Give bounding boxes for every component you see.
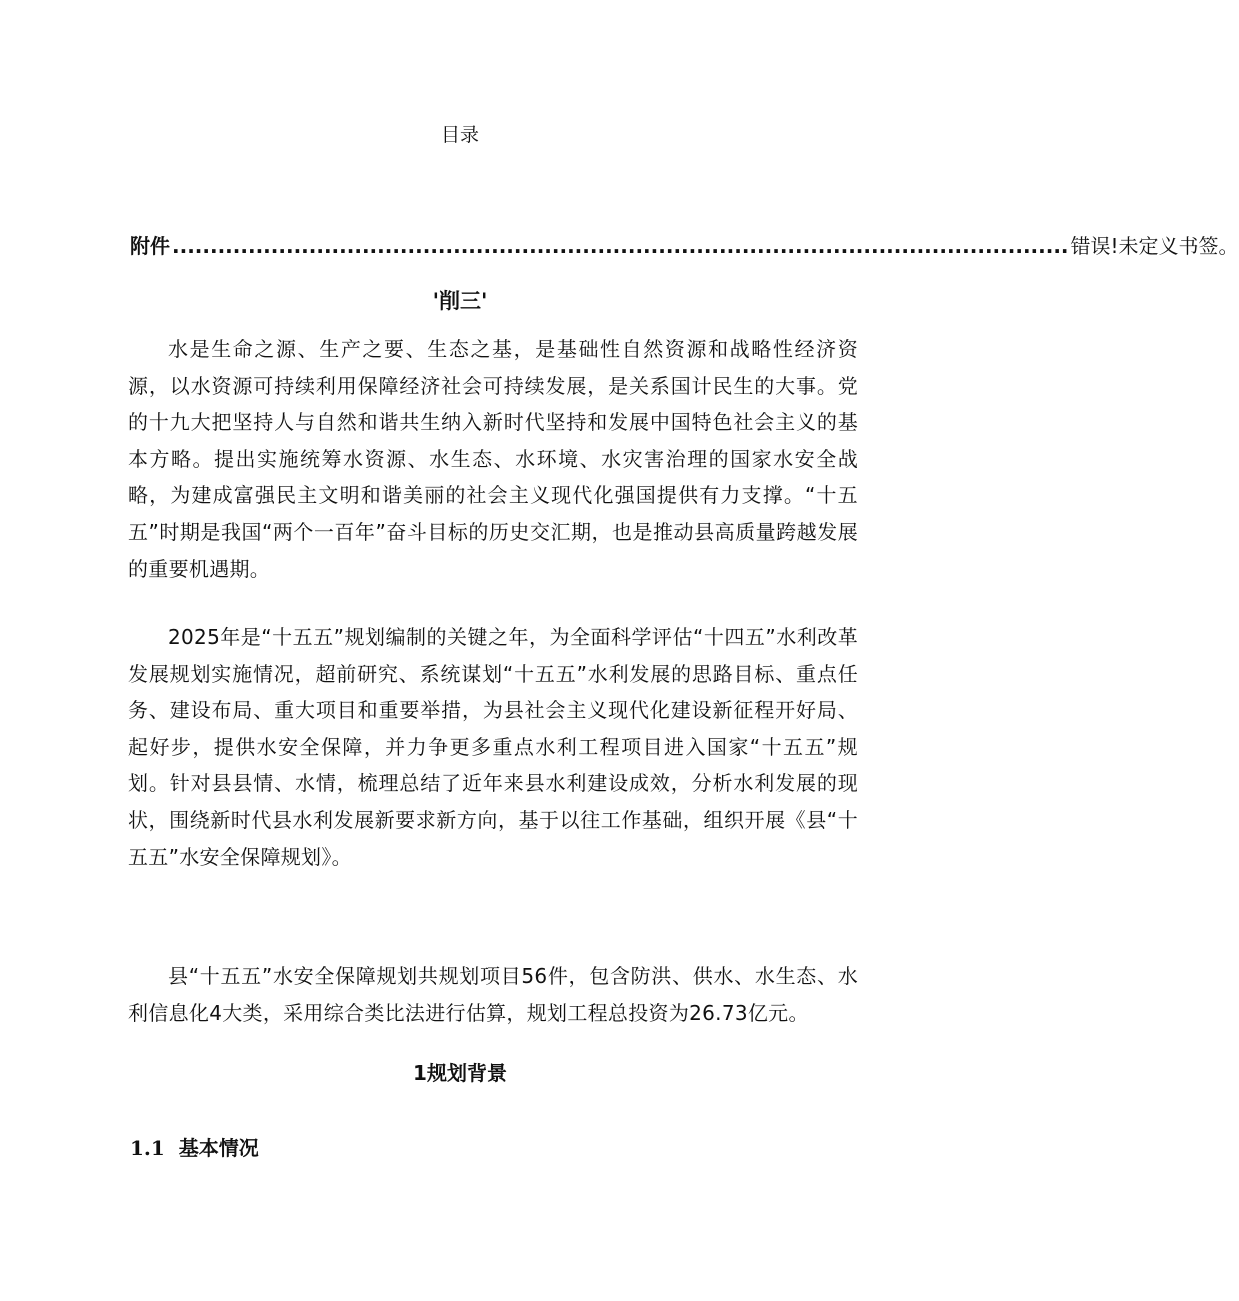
section-heading — [130, 1134, 259, 1162]
section-number: 1.1 — [130, 1136, 165, 1160]
toc-entry-attachment[interactable] — [130, 232, 1239, 260]
toc-entry-page-ref: 错误!未定义书签。 — [1070, 234, 1239, 258]
toc-entry-label: 附件 — [130, 234, 170, 258]
preface-paragraph-3 — [128, 958, 858, 1031]
section-title-text: 基本情况 — [178, 1136, 259, 1160]
preface-paragraph-1 — [128, 331, 858, 587]
preface-paragraph-2 — [128, 619, 858, 875]
paragraph-text: 县“十五五”水安全保障规划共规划项目56件，包含防洪、供水、水生态、水利信息化4大类，采用综合类比法进行估算，规划工程总投资为26.73亿元。 — [128, 964, 858, 1025]
toc-title: 目录 — [440, 124, 479, 146]
preface-heading: '削三' — [432, 289, 488, 313]
paragraph-text: 水是生命之源、生产之要、生态之基，是基础性自然资源和战略性经济资源，以水资源可持续利用保障经济社会可持续发展，是关系国计民生的大事。党的十九大把坚持人与自然和谐共生纳入新时代坚持和发展中国特色社会主义的基本方略。提出实施统筹水资源、水生态、水环境、水灾害治理的国家水安全战略，为建成富强民主文明和谐美丽的社会主义现代化强国提供有力支撑。“十五五”时期是我国“两个一百年”奋斗目标的历史交汇期，也是推动县高质量跨越发展的重要机遇期。 — [128, 337, 858, 581]
toc-leader-dots: ...................................................................................................................... — [172, 234, 1069, 258]
paragraph-text: 2025年是“十五五”规划编制的关键之年，为全面科学评估“十四五”水利改革发展规划实施情况，超前研究、系统谋划“十五五”水利发展的思路目标、重点任务、建设布局、重大项目和重要举措，为县社会主义现代化建设新征程开好局、起好步，提供水安全保障，并力争更多重点水利工程项目进入国家“十五五”规划。针对县县情、水情，梳理总结了近年来县水利建设成效，分析水利发展的现状，围绕新时代县水利发展新要求新方向，基于以往工作基础，组织开展《县“十五五”水安全保障规划》。 — [128, 625, 858, 869]
chapter-heading: 1规划背景 — [413, 1061, 507, 1085]
